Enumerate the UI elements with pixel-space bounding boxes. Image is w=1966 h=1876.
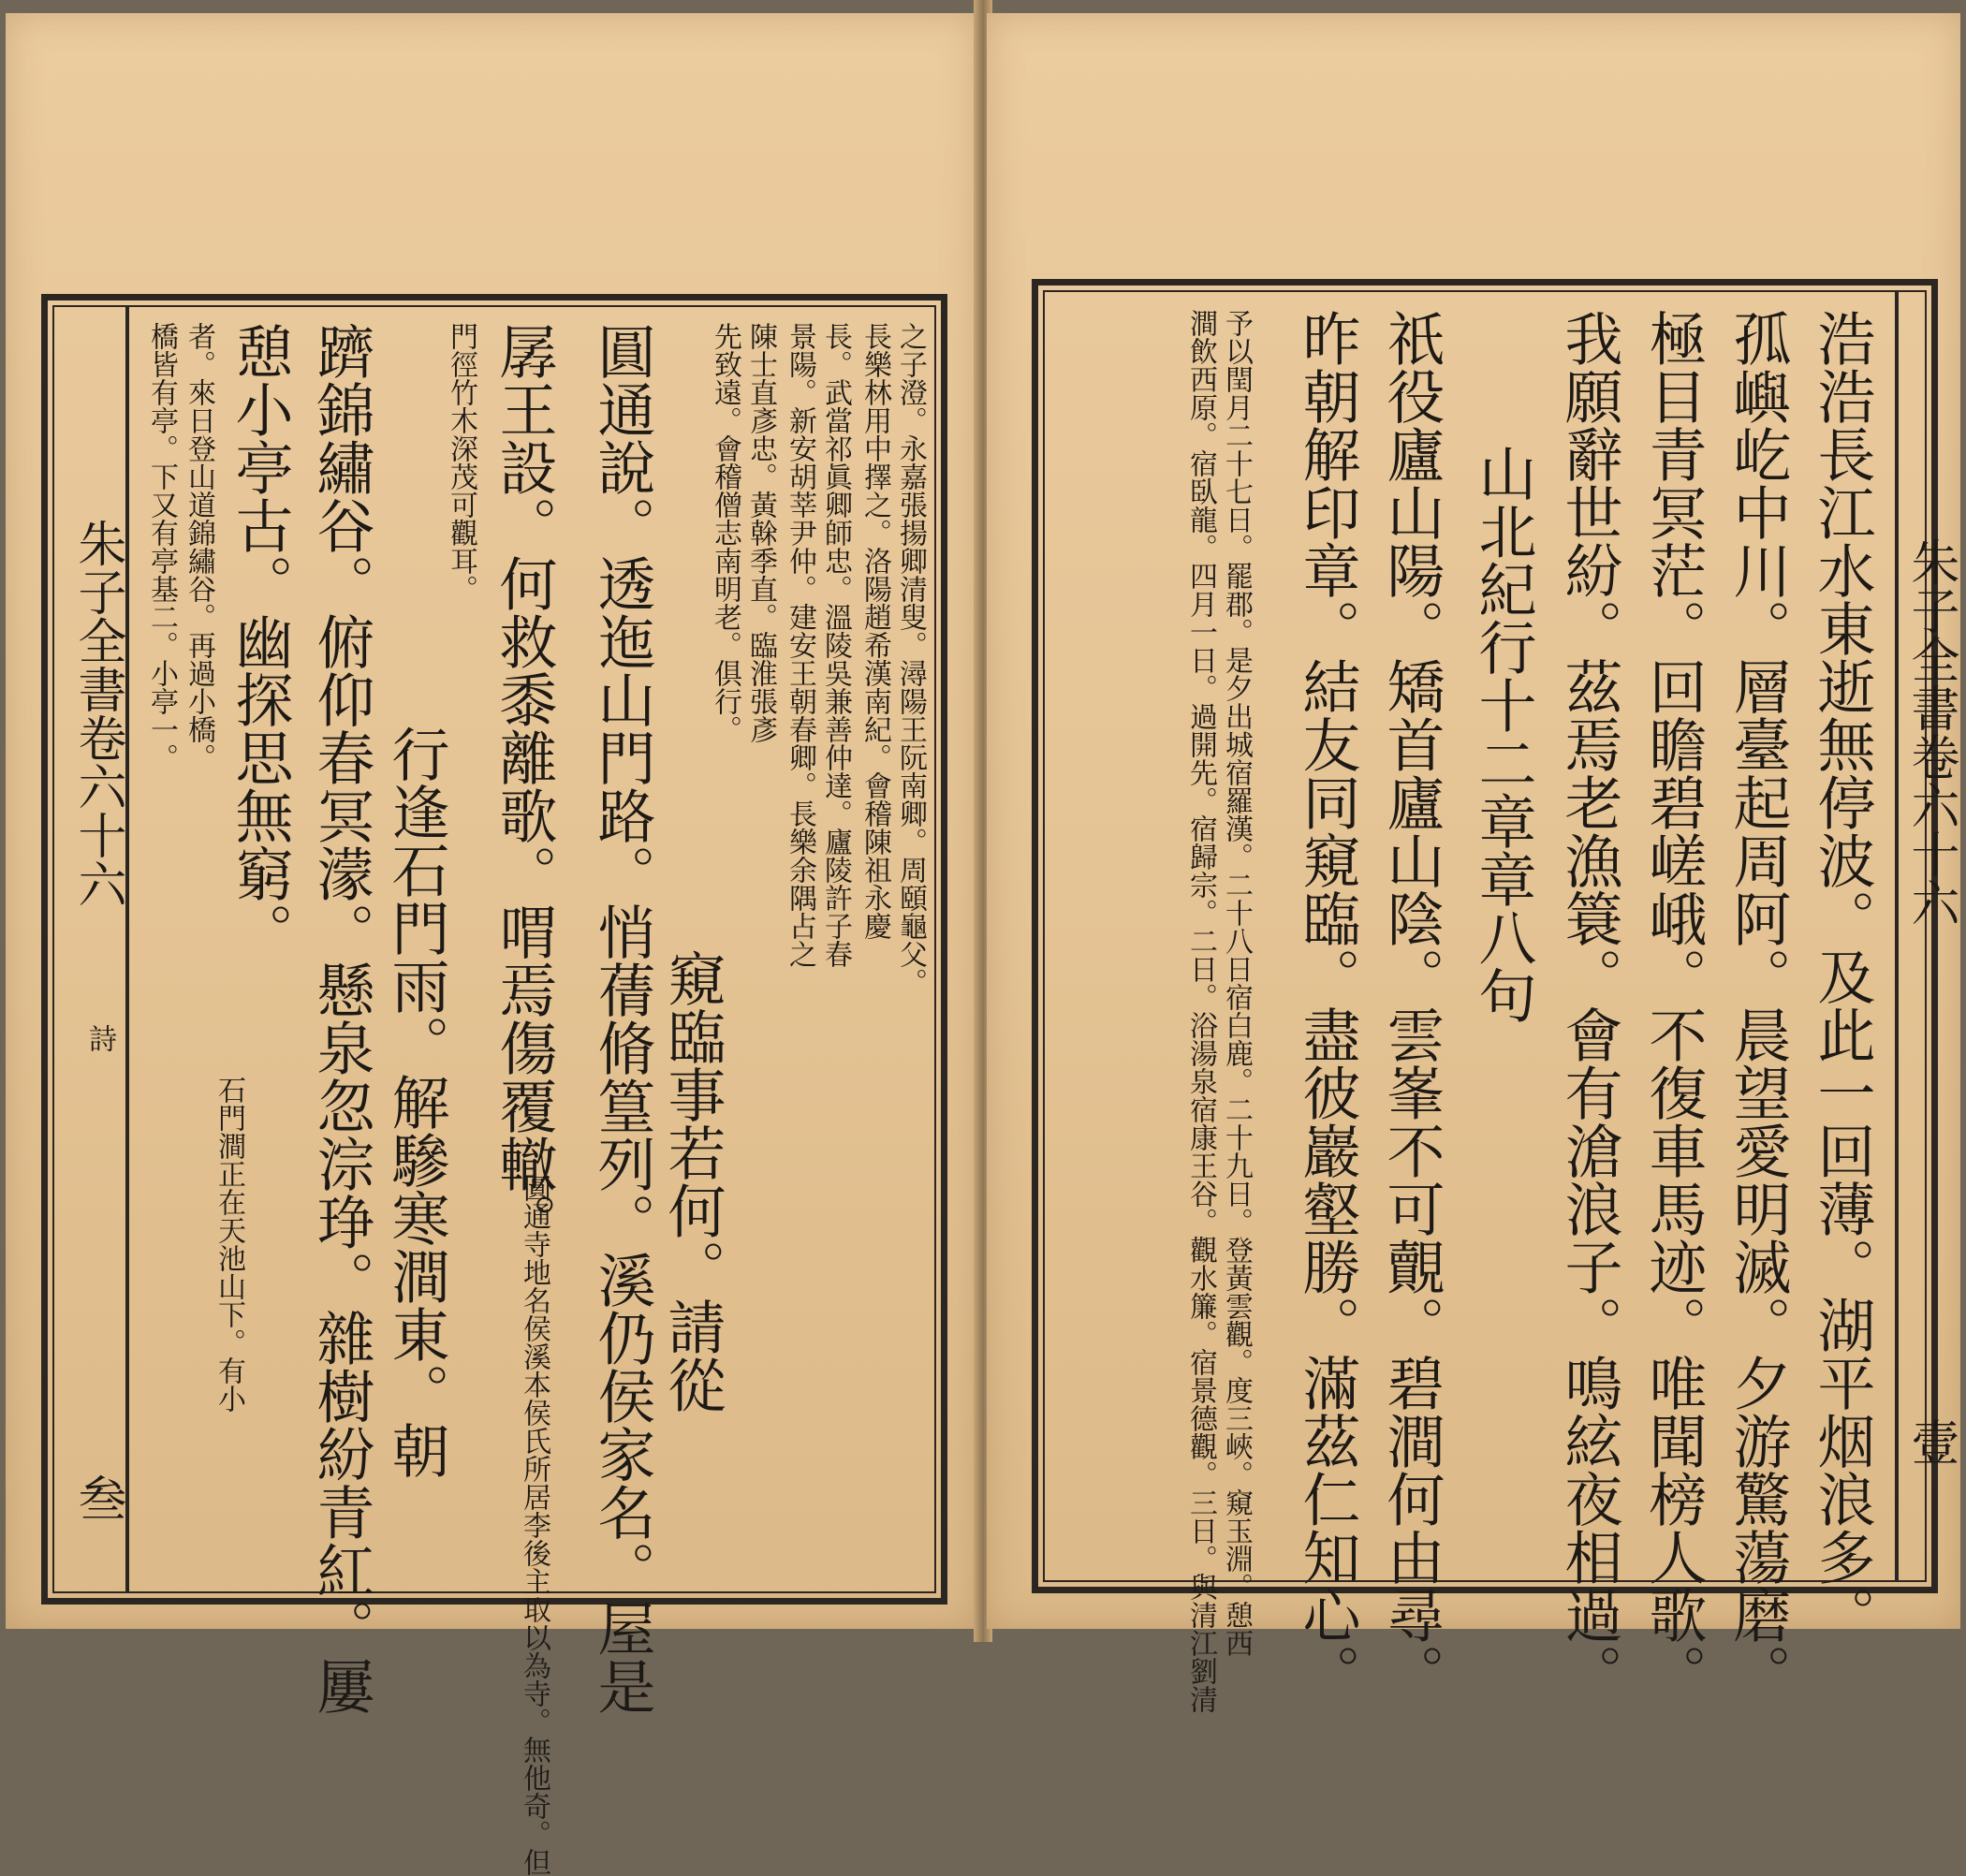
left-margin-rule [125,305,129,1593]
left-verse-5: 憩小亭古。幽探思無窮。 [226,322,294,960]
note-col-1-left: 長樂林用中擇之。洛陽趙希漢南紀。會稽陳祖永慶 [858,322,891,940]
left-page [6,13,977,1876]
poem-line-1: 浩浩長江水東逝無停波。及此一回薄。湖平烟浪多。 [1808,309,1876,1644]
note-col-5-left: 橋皆有亭。下又有亭基二。小亭一。 [145,322,178,771]
right-margin-rule [1895,290,1899,1582]
left-verse-3-tail: 行逢石門雨。解驂寒澗東。朝 [382,725,450,1479]
preface-left: 澗飲西原。宿臥龍。四月一日。過開先。宿歸宗。二日。浴湯泉宿康王谷。觀水簾。宿景德觀。三日。與清江劉清 [1184,309,1217,1713]
right-page [987,13,1960,1713]
left-verse-4: 躋錦繡谷。俯仰春冥濛。懸泉忽淙琤。雜樹紛青紅。屢 [307,322,375,1715]
left-margin-page: 叁 [69,1473,125,1522]
left-verse-5-note-right: 石門澗正在天池山下。有小 [213,1076,245,1413]
note-col-1-right: 之子澄。永嘉張揚卿清叟。潯陽王阮南卿。周頤龜父。 [894,322,927,996]
left-title-line: 窺臨事若何。請從 [658,949,726,1414]
right-title-line: 山北紀行十二章章八句 [1469,444,1537,1024]
left-margin-title: 朱子全書卷六十六 [69,519,125,908]
right-margin-title: 朱子全書卷六十六 [1902,537,1959,927]
note-col-2-left: 景陽。新安胡莘尹仲。建安王朝春卿。長樂余隅占之 [784,322,816,968]
note-col-5-right: 者。來日登山道錦繡谷。再過小橋。 [183,322,215,771]
left-verse-2-note: 圓通寺地名侯溪本侯氏所居李後主取以為寺。無他奇。但 [518,1174,550,1876]
note-col-4: 門徑竹木深茂可觀耳。 [445,322,477,603]
note-col-3-right: 陳士直彥忠。黃榦季直。臨淮張彥 [744,322,777,743]
left-margin-category: 詩 [83,1024,116,1052]
note-col-3-left: 先致遠。會稽僧志南明老。俱行。 [709,322,741,743]
right-margin-page: 壹 [1902,1417,1959,1466]
poem-line-3: 極目青冥茫。回瞻碧嵯峨。不復車馬迹。唯聞榜人歌。 [1639,309,1708,1702]
poem-line-4: 我願辭世紛。茲焉老漁簑。會有滄浪子。鳴絃夜相過。 [1555,309,1623,1702]
poem-line-2: 孤嶼屹中川。層臺起周阿。晨望愛明滅。夕游驚蕩磨。 [1724,309,1792,1702]
preface-right: 予以閏月二十七日。罷郡。是夕出城宿羅漢。二十八日宿白鹿。二十九日。登黃雲觀。度三峽。窺玉淵。憩西 [1220,309,1253,1657]
left-verse-1: 圓通說。透迤山門路。悄蒨脩篁列。溪仍侯家名。屋是 [588,322,656,1715]
note-col-2-right: 長。武當祁眞卿師忠。溫陵吳兼善仲達。廬陵許子春 [819,322,852,968]
verse-line-2: 昨朝解印章。結友同窺臨。盡彼巖壑勝。滿茲仁知心。 [1293,309,1361,1702]
verse-line-1: 祇役廬山陽。矯首廬山陰。雲峯不可覿。碧澗何由尋。 [1377,309,1445,1702]
left-verse-2: 孱王設。何救黍離歌。喟焉傷覆轍。 [490,322,558,1251]
